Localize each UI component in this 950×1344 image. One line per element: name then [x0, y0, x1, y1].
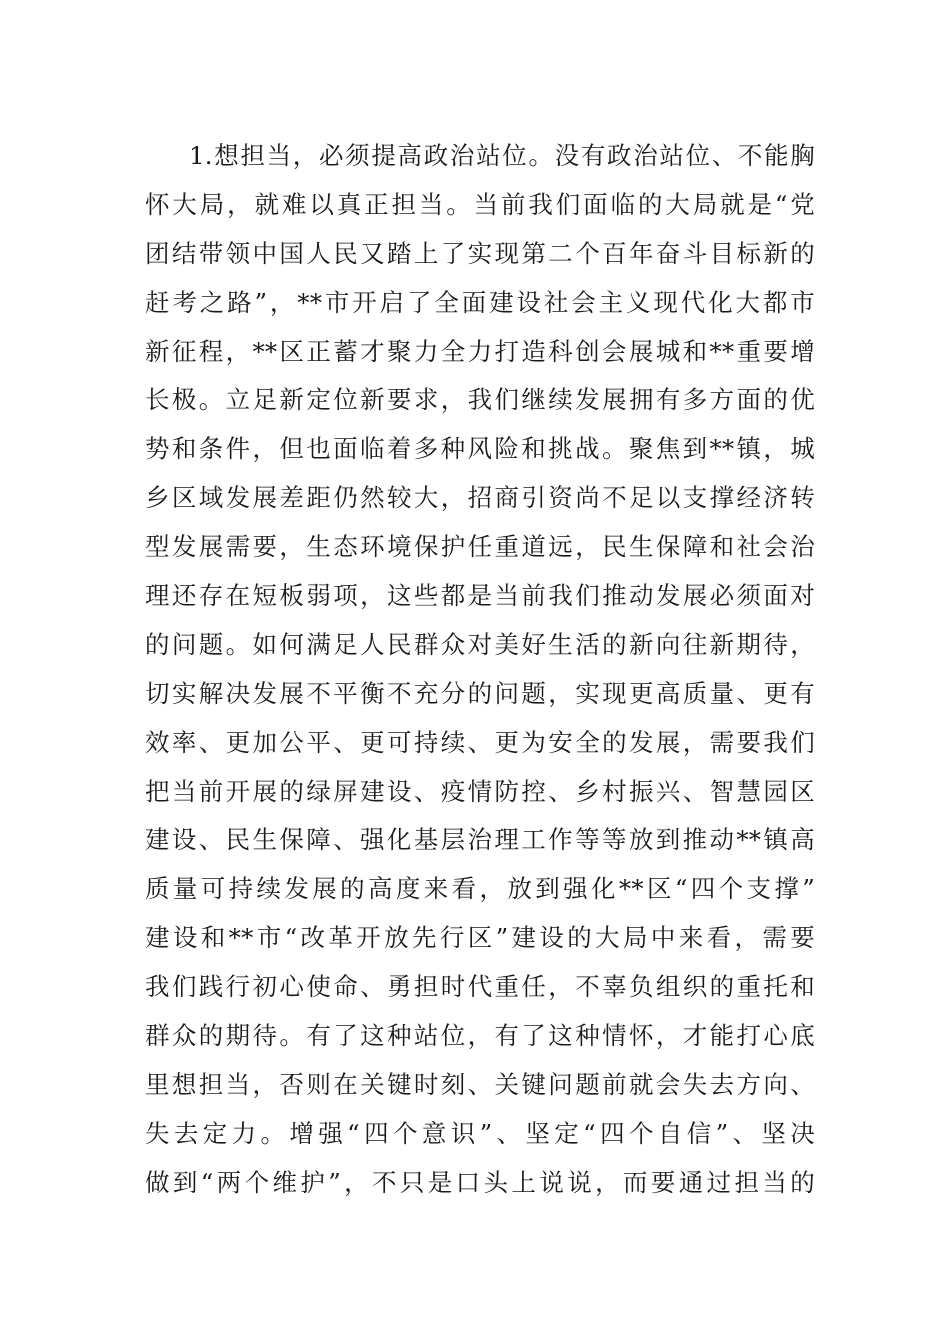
paragraph-line: 质量可持续发展的高度来看，放到强化**区“四个支撑” — [145, 874, 815, 904]
paragraph-line: 做到“两个维护”，不只是口头上说说，而要通过担当的 — [145, 1167, 815, 1197]
paragraph-line: 理还存在短板弱项，这些都是当前我们推动发展必须面对 — [145, 581, 815, 611]
paragraph-line: 乡区域发展差距仍然较大，招商引资尚不足以支撑经济转 — [145, 483, 815, 513]
body-paragraph — [145, 132, 815, 1208]
paragraph-line: 团结带领中国人民又踏上了实现第二个百年奋斗目标新的 — [145, 238, 815, 268]
paragraph-line: 效率、更加公平、更可持续、更为安全的发展，需要我们 — [145, 727, 815, 757]
paragraph-line: 我们践行初心使命、勇担时代重任，不辜负组织的重托和 — [145, 972, 815, 1002]
paragraph-line: 势和条件，但也面临着多种风险和挑战。聚焦到**镇，城 — [145, 434, 815, 464]
paragraph-line: 型发展需要，生态环境保护任重道远，民生保障和社会治 — [145, 532, 815, 562]
paragraph-line: 建设和**市“改革开放先行区”建设的大局中来看，需要 — [145, 923, 815, 953]
paragraph-line: 的问题。如何满足人民群众对美好生活的新向往新期待， — [145, 629, 815, 659]
paragraph-line: 把当前开展的绿屏建设、疫情防控、乡村振兴、智慧园区 — [145, 776, 815, 806]
paragraph-line: 群众的期待。有了这种站位，有了这种情怀，才能打心底 — [145, 1021, 815, 1051]
paragraph-line: 里想担当，否则在关键时刻、关键问题前就会失去方向、 — [145, 1069, 815, 1099]
paragraph-line: 1.想担当，必须提高政治站位。没有政治站位、不能胸 — [189, 141, 815, 170]
paragraph-line: 建设、民生保障、强化基层治理工作等等放到推动**镇高 — [145, 825, 815, 855]
paragraph-line: 怀大局，就难以真正担当。当前我们面临的大局就是“党 — [145, 189, 815, 219]
paragraph-line: 新征程，**区正蓄才聚力全力打造科创会展城和**重要增 — [145, 336, 815, 366]
paragraph-line: 切实解决发展不平衡不充分的问题，实现更高质量、更有 — [145, 678, 815, 708]
paragraph-line: 失去定力。增强“四个意识”、坚定“四个自信”、坚决 — [145, 1118, 815, 1148]
paragraph-line: 赶考之路”，**市开启了全面建设社会主义现代化大都市 — [145, 287, 815, 317]
paragraph-line: 长极。立足新定位新要求，我们继续发展拥有多方面的优 — [145, 385, 815, 415]
